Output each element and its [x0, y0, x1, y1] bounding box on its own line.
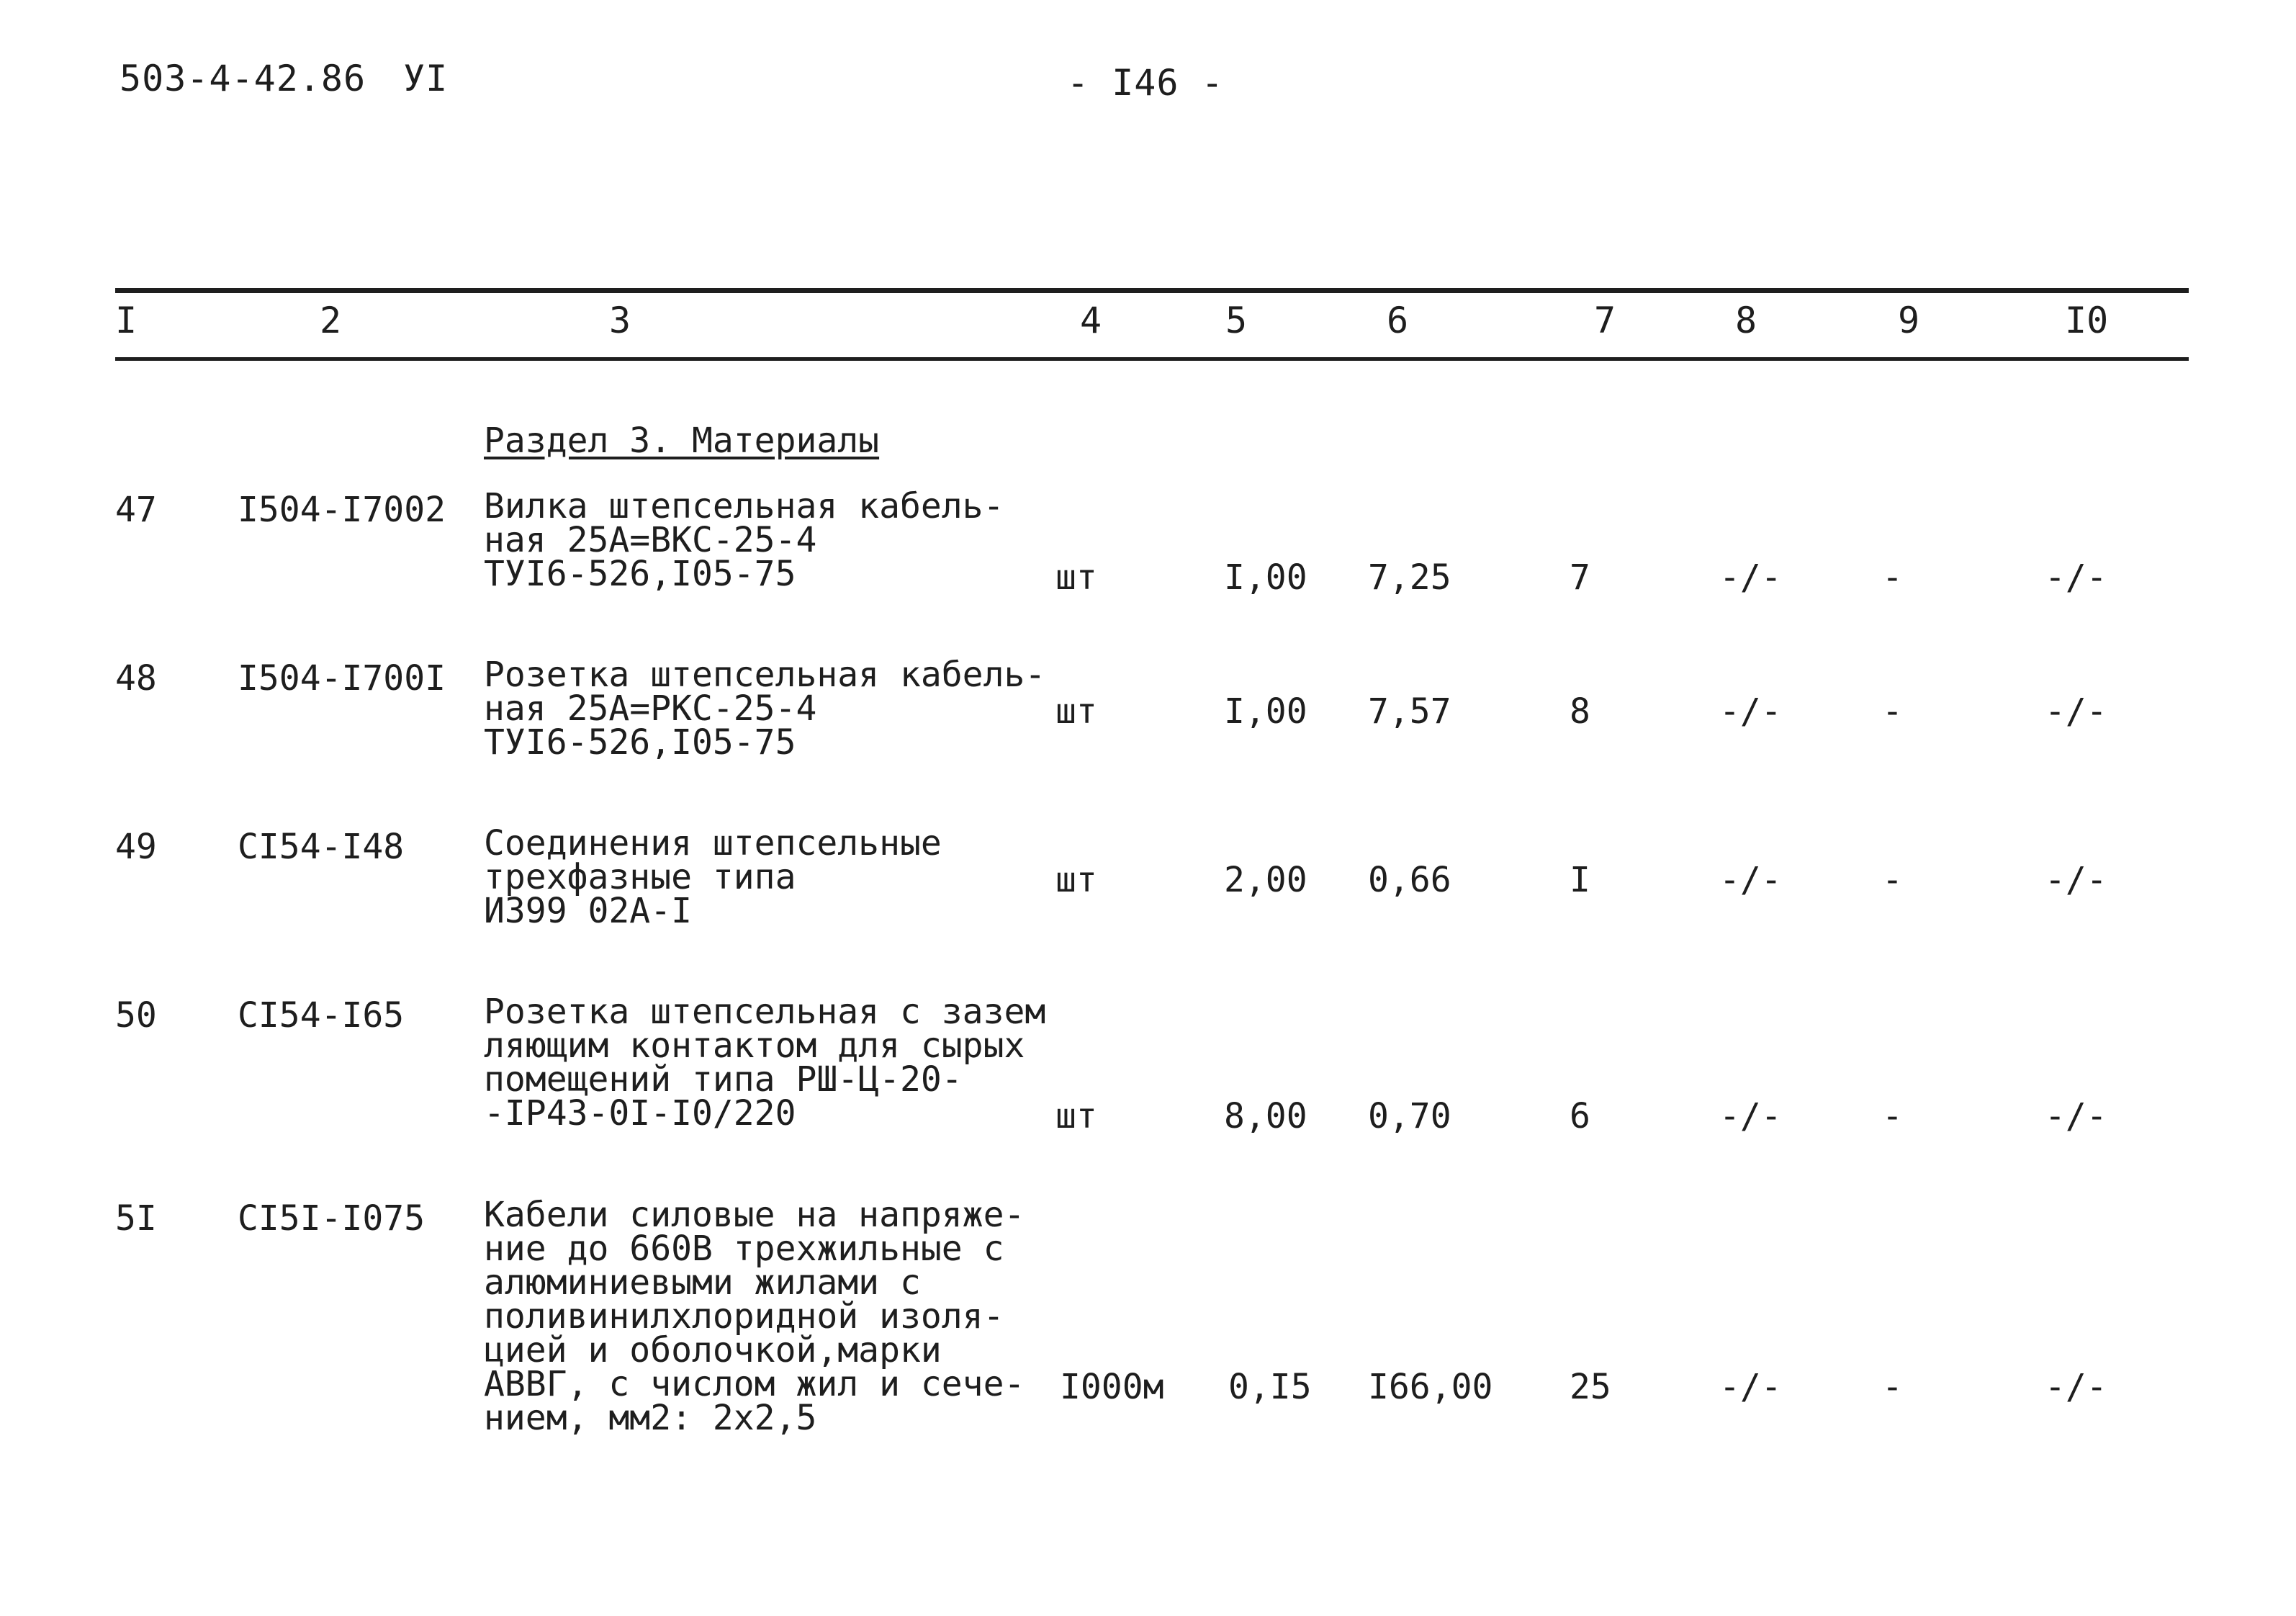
column-7-value: 8: [1570, 691, 1590, 732]
description-line: поливинилхлоридной изоля-: [484, 1296, 1004, 1337]
quantity: I,00: [1224, 557, 1307, 598]
description-line: АВВГ, с числом жил и сече-: [484, 1364, 1025, 1404]
column-8-value: -/-: [1719, 691, 1782, 732]
column-7-value: 25: [1570, 1367, 1611, 1407]
item-code: СI54-I65: [238, 995, 405, 1036]
description-line: ТУI6-526,I05-75: [484, 554, 796, 594]
column-number-7: 7: [1594, 300, 1616, 341]
description-line: ние до 660В трехжильные с: [484, 1229, 1004, 1269]
column-7-value: 7: [1570, 557, 1590, 598]
row-number: 50: [115, 995, 157, 1036]
column-10-value: -/-: [2045, 860, 2107, 900]
section-title: Раздел 3. Материалы: [484, 421, 880, 461]
description-line: -IP43-0I-I0/220: [484, 1093, 796, 1134]
column-9-value: -: [1882, 691, 1903, 732]
column-10-value: -/-: [2045, 1367, 2107, 1407]
description-line: Розетка штепсельная кабель-: [484, 655, 1046, 695]
unit: шт: [1055, 1096, 1097, 1136]
column-9-value: -: [1882, 860, 1903, 900]
description-line: алюминиевыми жилами с: [484, 1262, 921, 1303]
column-8-value: -/-: [1719, 557, 1782, 598]
column-number-1: I: [115, 300, 138, 341]
description-line: Кабели силовые на напряже-: [484, 1195, 1025, 1235]
column-number-10: I0: [2065, 300, 2109, 341]
row-number: 5I: [115, 1198, 157, 1239]
description-line: трехфазные типа: [484, 857, 796, 897]
unit-price: 7,25: [1368, 557, 1451, 598]
description-line: нием, мм2: 2х2,5: [484, 1398, 817, 1438]
column-9-value: -: [1882, 1096, 1903, 1136]
column-9-value: -: [1882, 1367, 1903, 1407]
document-code: 503-4-42.86: [120, 58, 366, 99]
column-10-value: -/-: [2045, 691, 2107, 732]
item-description: [484, 486, 1004, 594]
quantity: 0,I5: [1228, 1367, 1312, 1407]
item-description: [484, 992, 1046, 1134]
column-number-8: 8: [1735, 300, 1757, 341]
column-number-9: 9: [1898, 300, 1920, 341]
column-number-4: 4: [1080, 300, 1102, 341]
unit: шт: [1055, 557, 1097, 598]
item-code: СI5I-I075: [238, 1198, 426, 1239]
unit-price: I66,00: [1368, 1367, 1493, 1407]
table-header-bottom-rule: [115, 357, 2189, 361]
column-8-value: -/-: [1719, 1367, 1782, 1407]
page-number: - I46 -: [1067, 62, 1224, 104]
unit-price: 7,57: [1368, 691, 1451, 732]
column-number-6: 6: [1387, 300, 1409, 341]
description-line: И399 02А-I: [484, 891, 692, 931]
description-line: ная 25А=РКС-25-4: [484, 688, 817, 729]
unit: шт: [1055, 691, 1097, 732]
column-7-value: 6: [1570, 1096, 1590, 1136]
description-line: Вилка штепсельная кабель-: [484, 486, 1004, 526]
column-8-value: -/-: [1719, 860, 1782, 900]
column-9-value: -: [1882, 557, 1903, 598]
unit-price: 0,70: [1368, 1096, 1451, 1136]
unit-price: 0,66: [1368, 860, 1451, 900]
row-number: 48: [115, 658, 157, 699]
volume-label: УI: [403, 58, 449, 99]
item-description: [484, 655, 1046, 763]
column-10-value: -/-: [2045, 1096, 2107, 1136]
column-number-3: 3: [609, 300, 631, 341]
item-code: I504-I700I: [238, 658, 446, 699]
description-line: Розетка штепсельная с зазем: [484, 992, 1046, 1032]
item-description: [484, 823, 942, 931]
description-line: Соединения штепсельные: [484, 823, 942, 863]
unit: I000м: [1060, 1367, 1164, 1407]
column-number-2: 2: [320, 300, 342, 341]
table-top-rule: [115, 288, 2189, 293]
row-number: 47: [115, 490, 157, 530]
description-line: ТУI6-526,I05-75: [484, 722, 796, 763]
quantity: I,00: [1224, 691, 1307, 732]
quantity: 8,00: [1224, 1096, 1307, 1136]
column-7-value: I: [1570, 860, 1590, 900]
row-number: 49: [115, 827, 157, 867]
column-10-value: -/-: [2045, 557, 2107, 598]
quantity: 2,00: [1224, 860, 1307, 900]
description-line: цией и оболочкой,марки: [484, 1330, 942, 1370]
column-8-value: -/-: [1719, 1096, 1782, 1136]
description-line: помещений типа РШ-Ц-20-: [484, 1059, 963, 1100]
unit: шт: [1055, 860, 1097, 900]
description-line: ная 25А=ВКС-25-4: [484, 520, 817, 560]
description-line: ляющим контактом для сырых: [484, 1025, 1025, 1066]
column-number-5: 5: [1225, 300, 1248, 341]
item-description: [484, 1195, 1025, 1438]
item-code: I504-I7002: [238, 490, 446, 530]
item-code: СI54-I48: [238, 827, 405, 867]
